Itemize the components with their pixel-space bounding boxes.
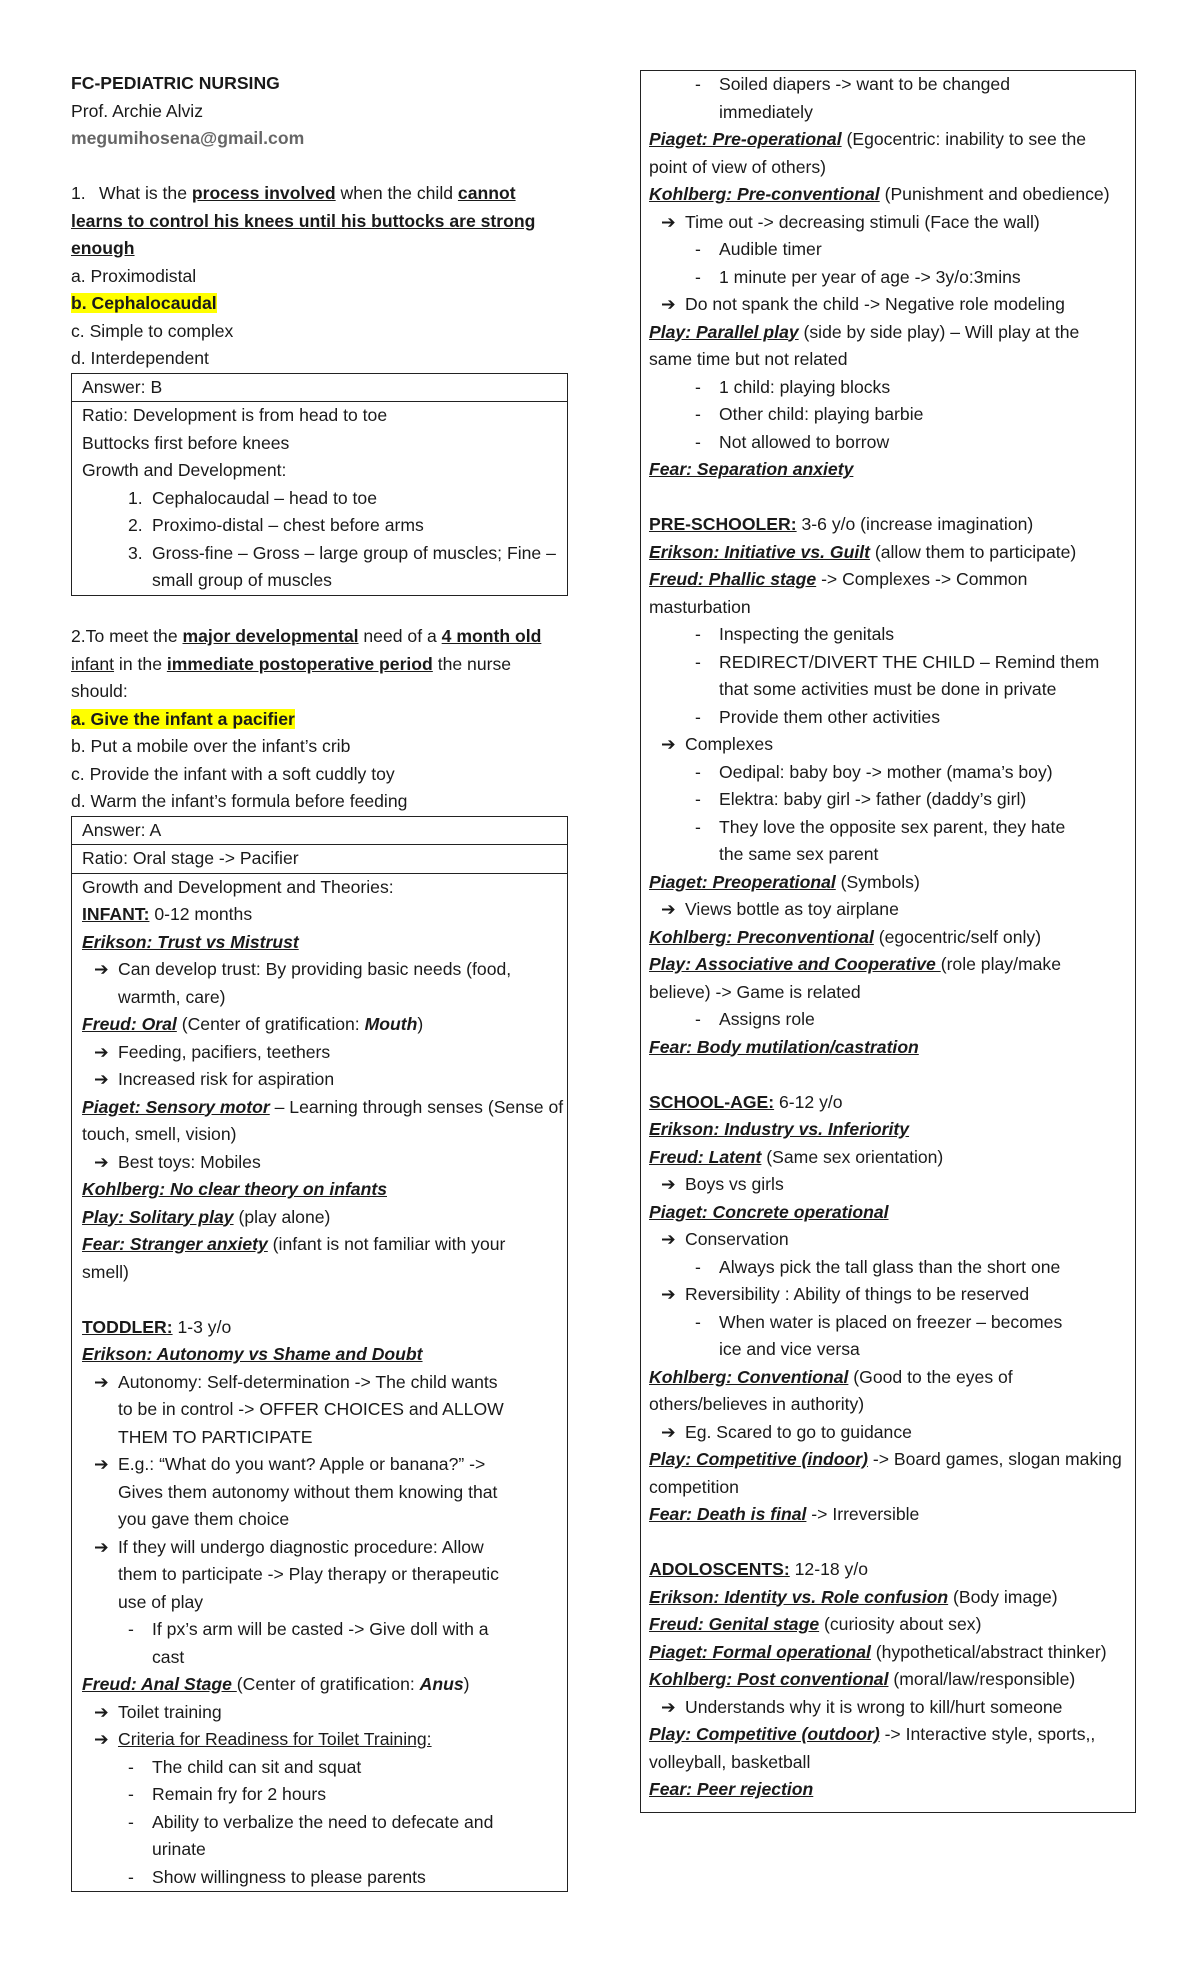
school-age-heading: SCHOOL-AGE: [649, 1091, 775, 1112]
text-line: - [695, 706, 701, 727]
q1-answer: Answer: B [72, 374, 567, 403]
text-line: Piaget: Concrete operational [649, 1201, 889, 1222]
text-line: Kohlberg: Post conventional [649, 1669, 889, 1689]
text-line: Kohlberg: Conventional [649, 1366, 849, 1387]
arrow-icon: ➔ [94, 1729, 109, 1749]
text-line: point of view of others) [649, 156, 827, 177]
text-line: If they will undergo diagnostic procedure: Allow [118, 1536, 484, 1557]
toddler-heading: TODDLER: [82, 1316, 173, 1337]
text-line: 1. [128, 487, 143, 508]
text-line: - [695, 74, 701, 94]
text-line: Fear: Stranger anxiety [82, 1234, 268, 1254]
text-line: the nurse [432, 653, 512, 674]
text-line: Fear: Peer rejection [649, 1779, 814, 1799]
text-line: Criteria for Readiness for Toilet Training: [118, 1729, 432, 1749]
q1-option-d: d. Interdependent [71, 348, 209, 368]
text-line: Feeding, pacifiers, teethers [118, 1041, 331, 1062]
arrow-icon: ➔ [94, 1069, 109, 1089]
text-line: that some activities must be done in private [719, 679, 1057, 699]
text-line: Kohlberg: Preconventional [649, 926, 874, 947]
text-line: - [695, 431, 701, 452]
arrow-icon: ➔ [661, 1284, 676, 1304]
right-column [640, 70, 1136, 1813]
text-line: Reversibility : Ability of things to be reserved [685, 1284, 1030, 1304]
text-line: Piaget: Sensory motor [82, 1096, 270, 1117]
text-line: Fear: Separation anxiety [649, 459, 854, 479]
text-line: (Center of gratification: [236, 1674, 420, 1694]
text-line: (Center of gratification: [176, 1014, 365, 1034]
arrow-icon: ➔ [661, 1174, 676, 1194]
text-line: Erikson: Initiative vs. Guilt [649, 541, 870, 562]
text-line: (Good to the eyes of [848, 1366, 1013, 1387]
text-line: Soiled diapers -> want to be changed [719, 74, 1010, 94]
text-line: (play alone) [233, 1206, 331, 1227]
text-line: cast [152, 1646, 185, 1667]
text-line: -> Board games, slogan making [867, 1449, 1122, 1469]
course-title: FC-PEDIATRIC NURSING [71, 73, 280, 93]
text-line: - [695, 624, 701, 644]
text-line: touch, smell, vision) [82, 1124, 237, 1144]
preschool-heading: PRE-SCHOOLER: [649, 514, 797, 534]
arrow-icon: ➔ [661, 1229, 676, 1249]
text-line: Ability to verbalize the need to defecate and [152, 1811, 494, 1832]
text-line: - [128, 1811, 134, 1832]
text-line: Buttocks first before knees [82, 432, 290, 453]
arrow-icon: ➔ [94, 1041, 109, 1062]
text-line: 1-3 y/o [172, 1316, 232, 1337]
text-line: the same sex parent [719, 844, 879, 864]
text-line: - [695, 1256, 701, 1277]
text-line: Erikson: Trust vs Mistrust [82, 931, 299, 952]
q1-option-c: c. Simple to complex [71, 320, 234, 341]
question-2 [71, 623, 568, 1892]
q2-answer-box [71, 816, 568, 1893]
text-line: (curiosity about sex) [819, 1614, 982, 1634]
text-line: Fear: Body mutilation/castration [649, 1036, 919, 1057]
q2-option-c: c. Provide the infant with a soft cuddly toy [71, 763, 395, 784]
text-line: 2. [128, 515, 143, 535]
text-line: Can develop trust: By providing basic needs (food, [118, 959, 512, 979]
text-line: Play: Solitary play [82, 1206, 234, 1227]
question-1 [71, 180, 568, 596]
text-line: - [695, 816, 701, 837]
text-line: Audible timer [719, 239, 822, 259]
text-line: Erikson: Identity vs. Role confusion [649, 1586, 949, 1607]
text-line: volleyball, basketball [649, 1751, 811, 1772]
q2-option-b: b. Put a mobile over the infant’s crib [71, 736, 351, 756]
text-line: need of a [358, 626, 442, 646]
text-line: 1 child: playing blocks [719, 376, 891, 397]
text-line: 6-12 y/o [774, 1091, 843, 1112]
text-line: - [695, 404, 701, 424]
text-line: Erikson: Autonomy vs Shame and Doubt [82, 1344, 423, 1364]
arrow-icon: ➔ [661, 1696, 676, 1717]
q1-option-b: b. Cephalocaudal [71, 293, 217, 313]
text-line: What is the [99, 183, 192, 203]
text-line: (Same sex orientation) [761, 1146, 944, 1167]
text-line: Growth and Development: [82, 460, 287, 480]
arrow-icon: ➔ [661, 1421, 676, 1442]
text-line: - [695, 266, 701, 287]
text-line: when the child [335, 183, 458, 203]
text-line: cannot [457, 183, 516, 203]
text-line: others/believes in authority) [649, 1394, 865, 1414]
text-line: them to participate -> Play therapy or therapeutic [118, 1564, 499, 1584]
text-line: warmth, care) [118, 986, 226, 1007]
text-line: Play: Parallel play [649, 321, 799, 342]
text-line: same time but not related [649, 349, 848, 369]
professor: Prof. Archie Alviz [71, 100, 204, 121]
text-line: Cephalocaudal – head to toe [152, 487, 377, 508]
arrow-icon: ➔ [94, 1536, 109, 1557]
text-line: (Body image) [948, 1586, 1058, 1607]
text-line: Complexes [685, 734, 774, 754]
text-line: Play: Competitive (outdoor) [649, 1724, 880, 1744]
text-line: (Punishment and obedience) [879, 184, 1110, 204]
text-line: Do not spank the child -> Negative role modeling [685, 294, 1065, 314]
text-line: (egocentric/self only) [873, 926, 1042, 947]
infant-heading: INFANT: [82, 904, 150, 924]
text-line: to be in control -> OFFER CHOICES and ALLOW [118, 1399, 504, 1419]
text-line: Autonomy: Self-determination -> The child wants [118, 1371, 498, 1392]
text-line: (infant is not familiar with your [267, 1234, 506, 1254]
text-line: 3. [128, 542, 143, 563]
text-line: -> Complexes -> Common [816, 569, 1028, 589]
text-line: Fear: Death is final [649, 1504, 807, 1524]
text-line: Other child: playing barbie [719, 404, 924, 424]
text-line: Freud: Genital stage [649, 1614, 820, 1634]
text-line: believe) -> Game is related [649, 981, 861, 1002]
text-line: E.g.: “What do you want? Apple or banana?” -> [118, 1454, 486, 1474]
text-line: (side by side play) – Will play at the [798, 321, 1080, 342]
adolescent-heading: ADOLOSCENTS: [649, 1559, 790, 1579]
text-line: Piaget: Pre-operational [649, 129, 842, 149]
text-line: Gross-fine – Gross – large group of muscles; Fine – [152, 542, 556, 563]
text-line: Gives them autonomy without them knowing that [118, 1481, 498, 1502]
text-line: (moral/law/responsible) [888, 1669, 1076, 1689]
text-line: Always pick the tall glass than the short one [719, 1256, 1061, 1277]
text-line: - [695, 376, 701, 397]
text-line: small group of muscles [152, 570, 332, 590]
text-line: ) [463, 1674, 470, 1694]
text-line: infant [71, 653, 115, 674]
text-line: process involved [191, 183, 336, 203]
text-line: Kohlberg: No clear theory on infants [82, 1179, 387, 1199]
email: megumihosena@gmail.com [71, 128, 305, 148]
text-line: Proximo-distal – chest before arms [152, 515, 424, 535]
text-line: Provide them other activities [719, 706, 940, 727]
text-line: If px’s arm will be casted -> Give doll with a [152, 1619, 489, 1639]
text-line: (Egocentric: inability to see the [841, 129, 1087, 149]
q1-option-a: a. Proximodistal [71, 265, 197, 286]
left-column [71, 70, 568, 1892]
text-line: The child can sit and squat [152, 1756, 362, 1777]
text-line: Piaget: Preoperational [649, 871, 836, 892]
text-line: Piaget: Formal operational [649, 1641, 871, 1662]
text-line: - [128, 1756, 134, 1777]
text-line: learns to control his knees until his buttocks are strong [71, 210, 536, 231]
text-line: Best toys: Mobiles [118, 1151, 261, 1172]
text-line: - [695, 1311, 701, 1332]
arrow-icon: ➔ [94, 1151, 109, 1172]
arrow-icon: ➔ [661, 211, 676, 232]
text-line: (Symbols) [835, 871, 920, 892]
q2-option-a: a. Give the infant a pacifier [71, 708, 295, 729]
text-line: Eg. Scared to go to guidance [685, 1421, 912, 1442]
arrow-icon: ➔ [94, 1701, 109, 1722]
text-line: competition [649, 1476, 739, 1497]
text-line: Anus [419, 1674, 464, 1694]
text-line: Erikson: Industry vs. Inferiority [649, 1119, 910, 1139]
text-line: (role play/make [940, 954, 1061, 974]
text-line: 0-12 months [149, 904, 253, 924]
text-line: Toilet training [118, 1701, 222, 1722]
text-line: Assigns role [719, 1009, 815, 1029]
text-line: THEM TO PARTICIPATE [118, 1426, 313, 1447]
text-line: Oedipal: baby boy -> mother (mama’s boy) [719, 761, 1053, 782]
q2-theories [72, 874, 567, 1892]
text-line: Ratio: Development is from head to toe [82, 405, 388, 425]
text-line: - [695, 761, 701, 782]
text-line: - [695, 789, 701, 809]
q1-rationale [72, 402, 567, 595]
text-line: Views bottle as toy airplane [685, 899, 899, 919]
arrow-icon: ➔ [94, 1371, 109, 1392]
q2-rationale: Ratio: Oral stage -> Pacifier [72, 845, 567, 874]
text-line: – Learning through senses (Sense of [269, 1096, 564, 1117]
text-line: -> Interactive style, sports,, [879, 1724, 1096, 1744]
text-line: Boys vs girls [685, 1174, 784, 1194]
text-line: you gave them choice [118, 1509, 290, 1529]
text-line: - [695, 239, 701, 259]
arrow-icon: ➔ [94, 1454, 109, 1474]
text-line: immediate postoperative period [166, 653, 433, 674]
text-line: 1 minute per year of age -> 3y/o:3mins [719, 266, 1021, 287]
text-line: Freud: Phallic stage [649, 569, 817, 589]
text-line: major developmental [182, 626, 359, 646]
text-line: - [695, 1009, 701, 1029]
text-line: immediately [719, 101, 813, 122]
text-line: When water is placed on freezer – becomes [719, 1311, 1063, 1332]
text-line: Freud: Oral [82, 1014, 177, 1034]
text-line: Inspecting the genitals [719, 624, 895, 644]
text-line: Understands why it is wrong to kill/hurt someone [685, 1696, 1063, 1717]
text-line: ice and vice versa [719, 1339, 860, 1359]
text-line: 3-6 y/o (increase imagination) [796, 514, 1034, 534]
text-line: They love the opposite sex parent, they hate [719, 816, 1066, 837]
text-line: Show willingness to please parents [152, 1866, 426, 1887]
text-line: 1. [71, 183, 86, 203]
arrow-icon: ➔ [94, 959, 109, 979]
text-line: Time out -> decreasing stimuli (Face the wall) [685, 211, 1040, 232]
text-line: in the [114, 653, 167, 674]
text-line: Freud: Latent [649, 1146, 762, 1167]
text-line: Growth and Development and Theories: [82, 876, 394, 897]
text-line: REDIRECT/DIVERT THE CHILD – Remind them [719, 651, 1100, 672]
text-line: Mouth [364, 1014, 418, 1034]
q1-answer-box [71, 373, 568, 596]
arrow-icon: ➔ [661, 734, 676, 754]
text-line: 4 month old [441, 626, 542, 646]
text-line: Play: Competitive (indoor) [649, 1449, 868, 1469]
text-line: -> Irreversible [806, 1504, 920, 1524]
text-line: - [128, 1866, 134, 1887]
text-line: urinate [152, 1839, 206, 1859]
text-line: smell) [82, 1261, 129, 1282]
text-line: Elektra: baby girl -> father (daddy’s girl) [719, 789, 1027, 809]
text-line: Increased risk for aspiration [118, 1069, 335, 1089]
text-line: ) [417, 1014, 424, 1034]
text-line: masturbation [649, 596, 751, 617]
text-line: use of play [118, 1591, 204, 1612]
q2-answer: Answer: A [72, 817, 567, 846]
text-line: 12-18 y/o [789, 1559, 868, 1579]
arrow-icon: ➔ [661, 294, 676, 314]
text-line: - [128, 1619, 134, 1639]
text-line: Kohlberg: Pre-conventional [649, 184, 880, 204]
text-line: Not allowed to borrow [719, 431, 890, 452]
text-line: enough [71, 238, 135, 258]
text-line: Freud: Anal Stage [82, 1674, 237, 1694]
arrow-icon: ➔ [661, 899, 676, 919]
text-line: Conservation [685, 1229, 789, 1249]
text-line: Remain fry for 2 hours [152, 1784, 327, 1804]
text-line: should: [71, 681, 128, 701]
text-line: (hypothetical/abstract thinker) [870, 1641, 1107, 1662]
text-line: Play: Associative and Cooperative [649, 954, 941, 974]
text-line: - [128, 1784, 134, 1804]
q2-option-d: d. Warm the infant’s formula before feeding [71, 791, 408, 811]
text-line: 2.To meet the [71, 626, 183, 646]
text-line: - [695, 651, 701, 672]
text-line: (allow them to participate) [869, 541, 1077, 562]
